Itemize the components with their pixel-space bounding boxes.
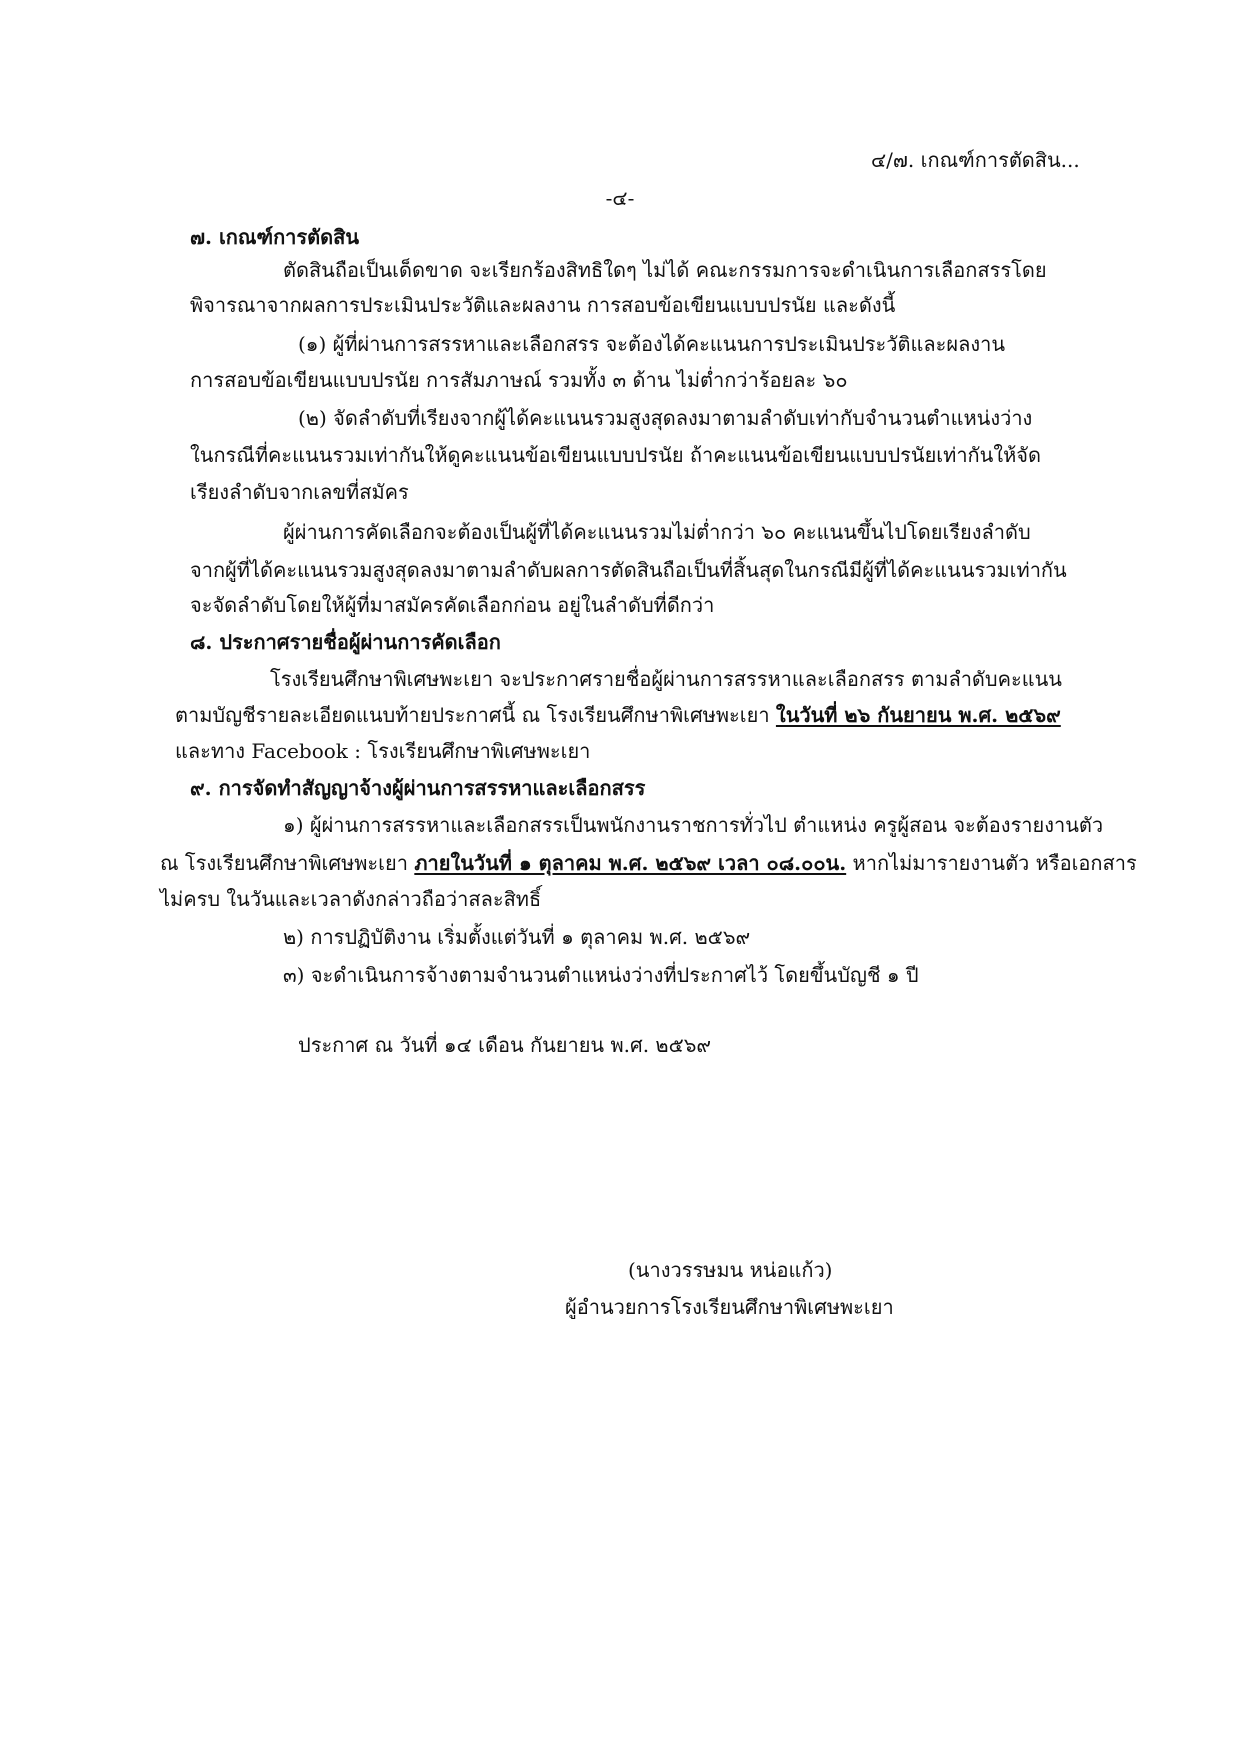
signatory-title: ผู้อำนวยการโรงเรียนศึกษาพิเศษพะเยา [565,1295,894,1319]
section9-item1-line2-suffix: หากไม่มารายงานตัว หรือเอกสาร [846,851,1137,875]
section8-heading: ๘. ประกาศรายชื่อผู้ผ่านการคัดเลือก [190,630,501,654]
section8-announcement-date: ในวันที่ ๒๖ กันยายน พ.ศ. ๒๕๖๙ [775,703,1061,727]
section8-line2 [175,700,1061,730]
section7-intro-line1: ตัดสินถือเป็นเด็ดขาด จะเรียกร้องสิทธิใดๆ ไม่ได้ คณะกรรมการจะดำเนินการเลือกสรรโดย [283,258,1047,282]
section7-intro-line2: พิจารณาจากผลการประเมินประวัติและผลงาน การสอบข้อเขียนแบบปรนัย และดังนี้ [190,293,896,317]
section8-line1: โรงเรียนศึกษาพิเศษพะเยา จะประกาศรายชื่อผู้ผ่านการสรรหาและเลือกสรร ตามลำดับคะแนน [270,667,1062,691]
continuation-reference: ๔/๗. เกณฑ์การตัดสิน... [871,148,1080,172]
section8-line2-prefix: ตามบัญชีรายละเอียดแนบท้ายประกาศนี้ ณ โรงเรียนศึกษาพิเศษพะเยา [175,703,776,727]
section7-para-line3: จะจัดลำดับโดยให้ผู้ที่มาสมัครคัดเลือกก่อน อยู่ในลำดับที่ดีกว่า [190,593,715,617]
section8-line3: และทาง Facebook : โรงเรียนศึกษาพิเศษพะเยา [175,739,591,763]
section9-report-deadline: ภายในวันที่ ๑ ตุลาคม พ.ศ. ๒๕๖๙ เวลา ๐๘.๐๐น. [414,851,847,875]
section9-heading: ๙. การจัดทำสัญญาจ้างผู้ผ่านการสรรหาและเลือกสรร [190,776,646,800]
section7-item2-line3: เรียงลำดับจากเลขที่สมัคร [190,480,409,504]
section9-item1-line2-prefix: ณ โรงเรียนศึกษาพิเศษพะเยา [160,851,415,875]
section9-item2: ๒) การปฏิบัติงาน เริ่มตั้งแต่วันที่ ๑ ตุลาคม พ.ศ. ๒๕๖๙ [283,925,751,949]
section9-item1-line2 [160,848,1137,878]
section7-heading: ๗. เกณฑ์การตัดสิน [190,225,360,249]
announcement-date: ประกาศ ณ วันที่ ๑๔ เดือน กันยายน พ.ศ. ๒๕๖๙ [298,1033,712,1057]
section9-item1-line3: ไม่ครบ ในวันและเวลาดังกล่าวถือว่าสละสิทธิ์ [160,887,542,911]
page-number: -๔- [605,186,635,210]
section9-item1-line1: ๑) ผู้ผ่านการสรรหาและเลือกสรรเป็นพนักงานราชการทั่วไป ตำแหน่ง ครูผู้สอน จะต้องรายงานตัว [283,813,1104,837]
section7-item2-line2: ในกรณีที่คะแนนรวมเท่ากันให้ดูคะแนนข้อเขียนแบบปรนัย ถ้าคะแนนข้อเขียนแบบปรนัยเท่ากันให้จัด [190,443,1041,467]
section7-item1-line2: การสอบข้อเขียนแบบปรนัย การสัมภาษณ์ รวมทั้ง ๓ ด้าน ไม่ต่ำกว่าร้อยละ ๖๐ [190,368,848,392]
section7-para-line1: ผู้ผ่านการคัดเลือกจะต้องเป็นผู้ที่ได้คะแนนรวมไม่ต่ำกว่า ๖๐ คะแนนขึ้นไปโดยเรียงลำดับ [283,520,1031,544]
section7-para-line2: จากผู้ที่ได้คะแนนรวมสูงสุดลงมาตามลำดับผลการตัดสินถือเป็นที่สิ้นสุดในกรณีมีผู้ที่ได้คะแนนรวมเท่ากัน [190,558,1067,582]
section7-item1-line1: (๑) ผู้ที่ผ่านการสรรหาและเลือกสรร จะต้องได้คะแนนการประเมินประวัติและผลงาน [298,332,1006,356]
signatory-name: (นางวรรษมน หน่อแก้ว) [628,1258,833,1282]
section9-item3: ๓) จะดำเนินการจ้างตามจำนวนตำแหน่งว่างที่ประกาศไว้ โดยขึ้นบัญชี ๑ ปี [283,963,919,987]
section7-item2-line1: (๒) จัดลำดับที่เรียงจากผู้ได้คะแนนรวมสูงสุดลงมาตามลำดับเท่ากับจำนวนตำแหน่งว่าง [298,406,1033,430]
